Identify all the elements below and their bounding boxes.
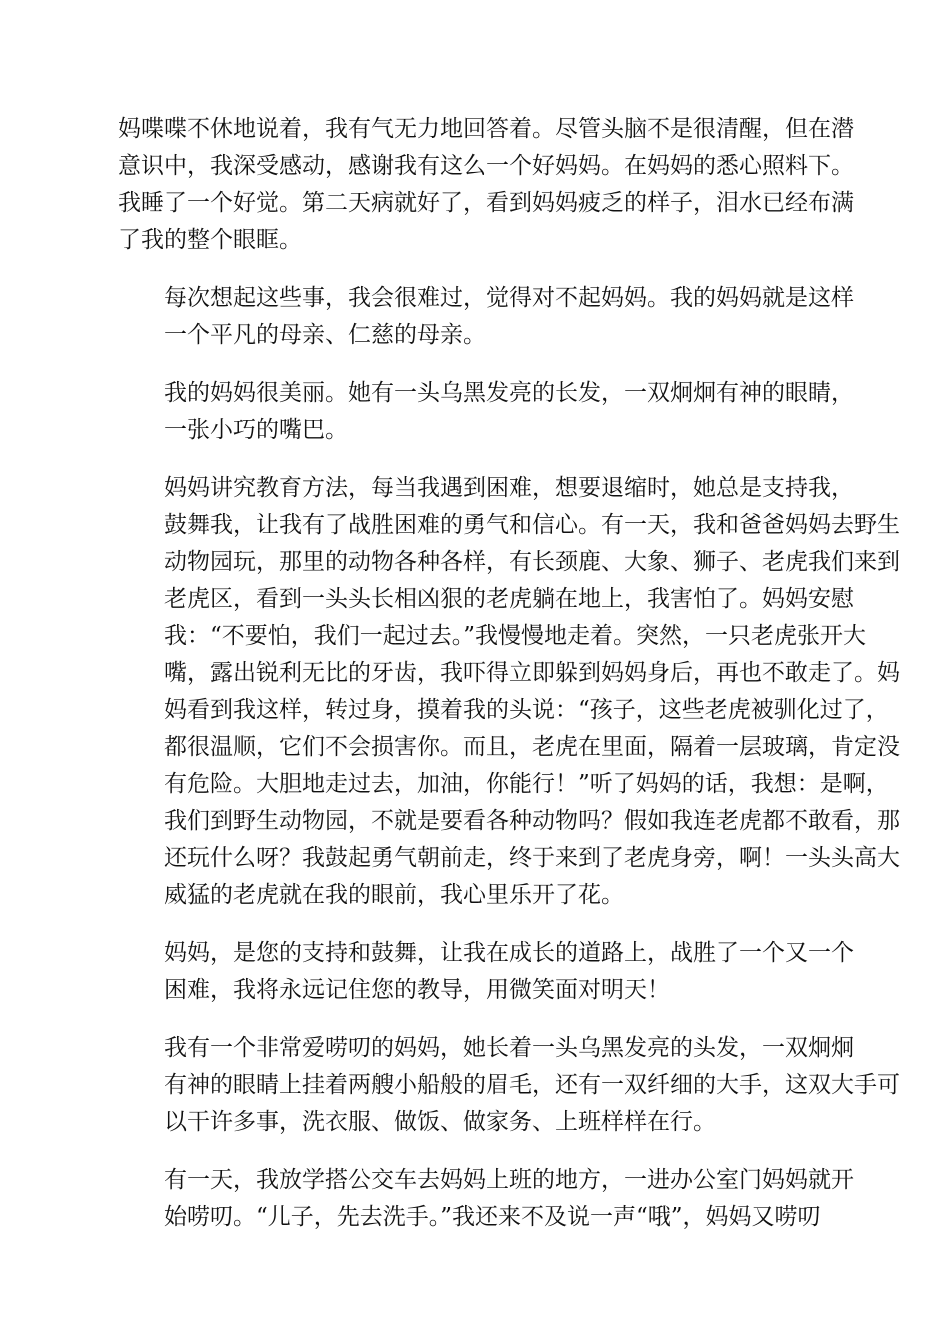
text-line: 威猛的老虎就在我的眼前，我心里乐开了花。 [164,882,624,908]
paragraph-5 [118,935,854,1009]
text-line: 困难，我将永远记住您的教导，用微笑面对明天！ [164,977,670,1003]
text-line: 有一天，我放学搭公交车去妈妈上班的地方，一进办公室门妈妈就开 [164,1167,854,1193]
paragraph-3 [118,375,854,449]
text-line: 妈妈讲究教育方法，每当我遇到困难，想要退缩时，她总是支持我， [164,475,854,501]
text-line: 以干许多事，洗衣服、做饭、做家务、上班样样在行。 [164,1109,716,1135]
paragraph-4 [118,470,900,914]
text-line: 每次想起这些事，我会很难过，觉得对不起妈妈。我的妈妈就是这样 [164,285,854,311]
paragraph-7 [118,1162,854,1236]
text-line: 意识中，我深受感动，感谢我有这么一个好妈妈。在妈妈的悉心照料下。 [118,153,854,179]
document-page [118,111,900,1257]
paragraph-6 [118,1030,900,1141]
text-line: 有神的眼睛上挂着两艘小船般的眉毛，还有一双纤细的大手，这双大手可 [164,1072,900,1098]
text-line: 一个平凡的母亲、仁慈的母亲。 [164,322,486,348]
text-line: 我们到野生动物园，不就是要看各种动物吗？假如我连老虎都不敢看，那 [164,808,900,834]
text-line: 了我的整个眼眶。 [118,227,302,253]
text-line: 妈妈，是您的支持和鼓舞，让我在成长的道路上，战胜了一个又一个 [164,940,854,966]
text-line: 动物园玩，那里的动物各种各样，有长颈鹿、大象、狮子、老虎我们来到 [164,549,900,575]
text-line: 嘴，露出锐利无比的牙齿，我吓得立即躲到妈妈身后，再也不敢走了。妈 [164,660,900,686]
text-line: 妈看到我这样，转过身，摸着我的头说：“孩子，这些老虎被驯化过了， [164,697,889,723]
text-line: 都很温顺，它们不会损害你。而且，老虎在里面，隔着一层玻璃，肯定没 [164,734,900,760]
text-line: 有危险。大胆地走过去，加油，你能行！”听了妈妈的话，我想：是啊， [164,771,889,797]
text-line: 我有一个非常爱唠叨的妈妈，她长着一头乌黑发亮的头发，一双炯炯 [164,1035,854,1061]
paragraph-2 [118,280,854,354]
text-line: 我：“不要怕，我们一起过去。”我慢慢地走着。突然，一只老虎张开大 [164,623,867,649]
text-line: 鼓舞我，让我有了战胜困难的勇气和信心。有一天，我和爸爸妈妈去野生 [164,512,900,538]
paragraph-1 [118,111,854,259]
text-line: 妈喋喋不休地说着，我有气无力地回答着。尽管头脑不是很清醒，但在潜 [118,116,854,142]
text-line: 还玩什么呀？我鼓起勇气朝前走，终于来到了老虎身旁，啊！一头头高大 [164,845,900,871]
text-line: 老虎区，看到一头头长相凶狠的老虎躺在地上，我害怕了。妈妈安慰 [164,586,854,612]
text-line: 一张小巧的嘴巴。 [164,417,348,443]
text-line: 始唠叨。“儿子，先去洗手。”我还来不及说一声“哦”，妈妈又唠叨 [164,1204,821,1230]
text-line: 我的妈妈很美丽。她有一头乌黑发亮的长发，一双炯炯有神的眼睛， [164,380,854,406]
text-line: 我睡了一个好觉。第二天病就好了，看到妈妈疲乏的样子，泪水已经布满 [118,190,854,216]
